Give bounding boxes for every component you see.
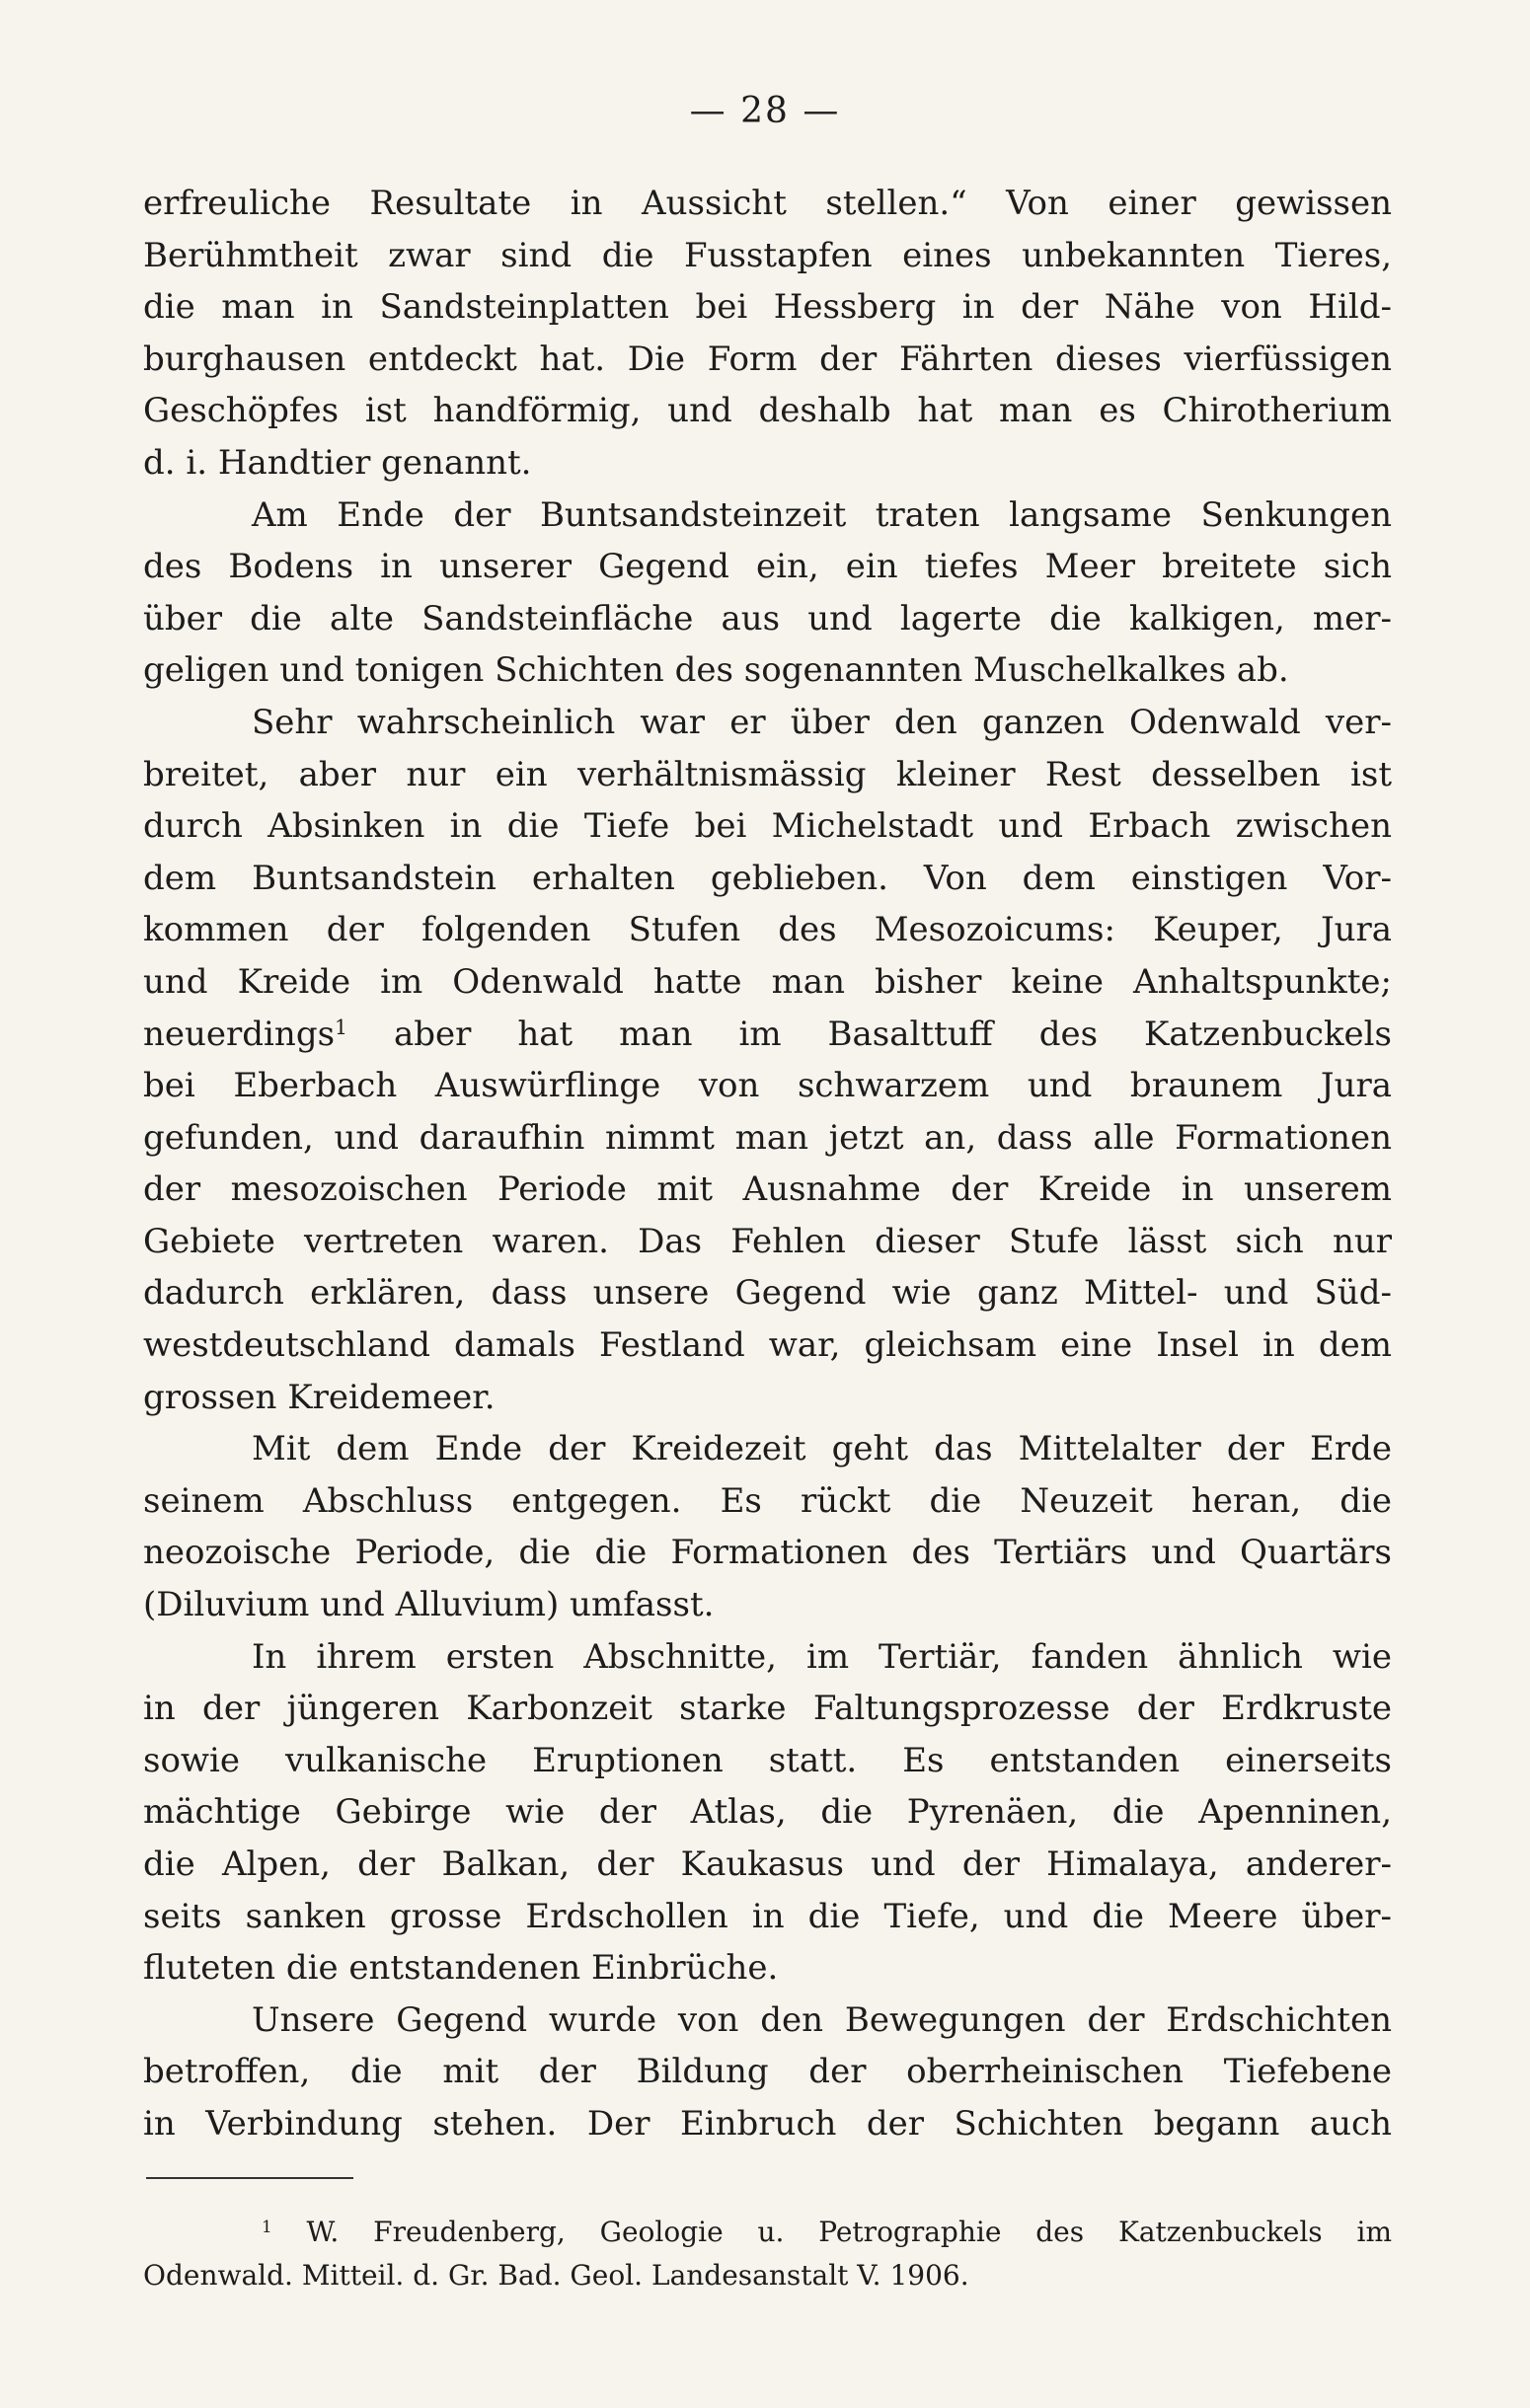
text-line: burghausen entdeckt hat. Die Form der Fährten dieses vierfüssigen	[143, 339, 1392, 379]
text-line: und Kreide im Odenwald hatte man bisher keine Anhaltspunkte;	[143, 961, 1392, 1002]
text-line: Sehr wahrscheinlich war er über den ganzen Odenwald ver-	[252, 702, 1392, 742]
text-line: sowie vulkanische Eruptionen statt. Es entstanden einerseits	[143, 1740, 1392, 1780]
text-line: fluteten die entstandenen Einbrüche.	[143, 1948, 779, 1989]
text-line: In ihrem ersten Abschnitte, im Tertiär, fanden ähnlich wie	[252, 1636, 1392, 1677]
text-line: seinem Abschluss entgegen. Es rückt die Neuzeit heran, die	[143, 1480, 1392, 1521]
text-line: Mit dem Ende der Kreidezeit geht das Mittelalter der Erde	[252, 1429, 1392, 1469]
text-line: bei Eberbach Auswürflinge von schwarzem und braunem Jura	[143, 1066, 1392, 1106]
text-line: die man in Sandsteinplatten bei Hessberg in der Nähe von Hild-	[143, 287, 1392, 328]
text-fragment: neuerdings	[143, 1014, 336, 1054]
text-line: in der jüngeren Karbonzeit starke Faltungsprozesse der Erdkruste	[143, 1689, 1392, 1729]
footnotes	[143, 2211, 1392, 2297]
text-line: gefunden, und daraufhin nimmt man jetzt an, dass alle Formationen	[143, 1117, 1392, 1158]
text-line: über die alte Sandsteinfläche aus und lagerte die kalkigen, mer-	[143, 598, 1392, 639]
text-line: erfreuliche Resultate in Aussicht stellen.“ Von einer gewissen	[143, 184, 1392, 223]
text-line: d. i. Handtier genannt.	[143, 442, 532, 483]
text-line: westdeutschland damals Festland war, gleichsam eine Insel in dem	[143, 1325, 1392, 1366]
text-line: geligen und tonigen Schichten des sogenannten Muschelkalkes ab.	[143, 650, 1289, 691]
text-line: Geschöpfes ist handförmig, und deshalb hat man es Chirotherium	[143, 391, 1392, 431]
text-line: betroffen, die mit der Bildung der oberrheinischen Tiefebene	[143, 2052, 1392, 2092]
footnote-text: W. Freudenberg, Geologie u. Petrographie des Katzenbuckels im	[271, 2216, 1392, 2248]
text-line: Berühmtheit zwar sind die Fusstapfen eines unbekannten Tieres,	[143, 235, 1392, 275]
text-line: dem Buntsandstein erhalten geblieben. Von dem einstigen Vor-	[143, 858, 1392, 898]
page-number: — 28 —	[689, 91, 841, 131]
footnote-marker: 1	[262, 2216, 272, 2236]
text-fragment: aber hat man im Basalttuff des Katzenbuckels	[347, 1014, 1392, 1054]
text-line: mächtige Gebirge wie der Atlas, die Pyrenäen, die Apenninen,	[143, 1792, 1392, 1833]
text-line: dadurch erklären, dass unsere Gegend wie ganz Mittel- und Süd-	[143, 1273, 1392, 1314]
body-text	[143, 178, 1392, 2150]
text-line: des Bodens in unserer Gegend ein, ein tiefes Meer breitete sich	[143, 547, 1392, 587]
text-line: seits sanken grosse Erdschollen in die Tiefe, und die Meere über-	[143, 1896, 1392, 1936]
text-line: kommen der folgenden Stufen des Mesozoicums: Keuper, Jura	[143, 910, 1392, 950]
footnote-divider	[146, 2177, 353, 2179]
text-line-with-footnote	[143, 1009, 1392, 1061]
text-line: grossen Kreidemeer.	[143, 1377, 496, 1417]
text-line: durch Absinken in die Tiefe bei Michelstadt und Erbach zwischen	[143, 806, 1392, 847]
text-line: (Diluvium und Alluvium) umfasst.	[143, 1585, 715, 1625]
footnote-marker: 1	[335, 1015, 348, 1039]
text-line: der mesozoischen Periode mit Ausnahme der Kreide in unserem	[143, 1169, 1392, 1210]
footnote-line	[143, 2211, 1392, 2254]
text-line: Am Ende der Buntsandsteinzeit traten langsame Senkungen	[252, 494, 1392, 535]
text-line: Unsere Gegend wurde von den Bewegungen der Erdschichten	[252, 1999, 1392, 2040]
text-line: Gebiete vertreten waren. Das Fehlen dieser Stufe lässt sich nur	[143, 1221, 1392, 1261]
footnote-line: Odenwald. Mitteil. d. Gr. Bad. Geol. Landesanstalt V. 1906.	[143, 2259, 969, 2292]
text-line: breitet, aber nur ein verhältnismässig kleiner Rest desselben ist	[143, 754, 1392, 794]
text-line: die Alpen, der Balkan, der Kaukasus und der Himalaya, anderer-	[143, 1844, 1392, 1884]
text-line: in Verbindung stehen. Der Einbruch der Schichten begann auch	[143, 2103, 1392, 2144]
text-line: neozoische Periode, die die Formationen des Tertiärs und Quartärs	[143, 1533, 1392, 1573]
